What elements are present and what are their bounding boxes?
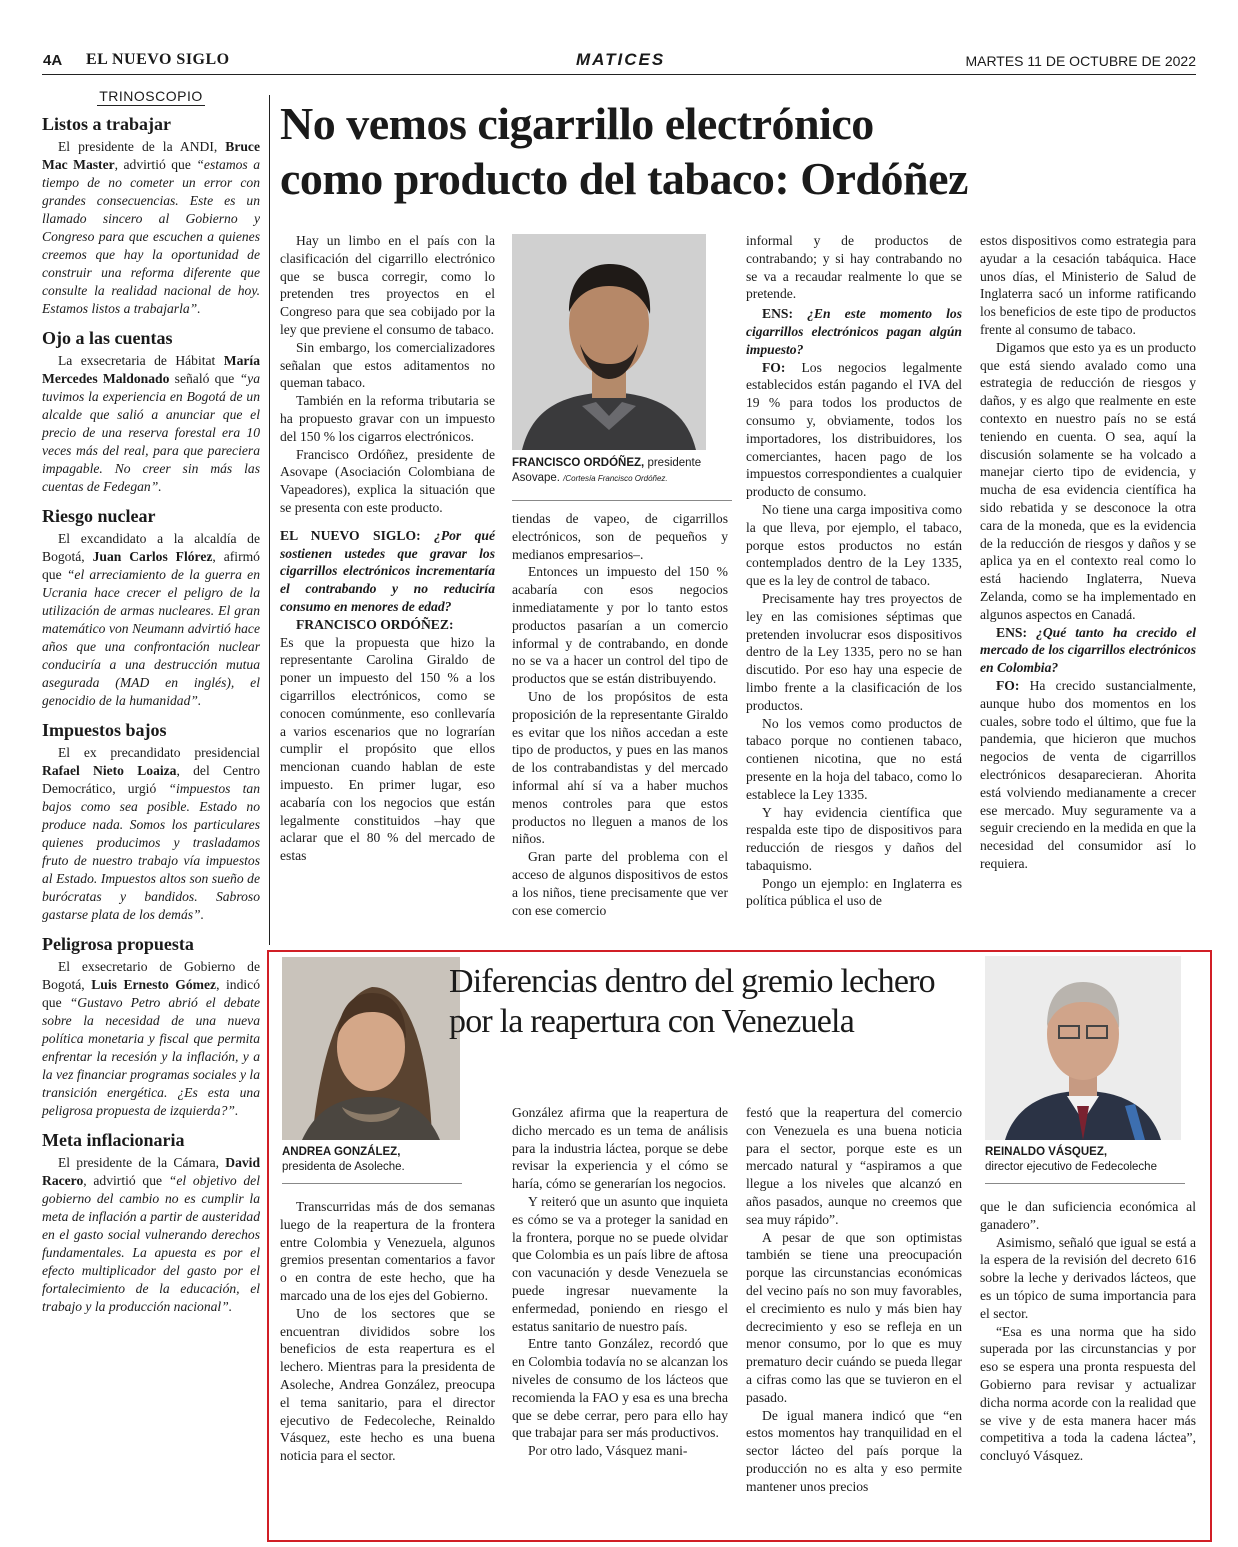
box-column-4: que le dan suficiencia económica al ganadero”. Asimismo, señaló que igual se está a la espera de la revisión del decreto 616 sobre la leche y derivados lácteos, que es un tópico de suma importancia para el sector. “Esa es una norma que ha sido superada por las circunstancias y por eso se espera una pronta respuesta del Gobierno para revisar y actualizar dicha norma acorde con la realidad que se vive y de esta manera hacer más competitiva a toda la cadena láctea”, concluyó Vásquez. <box>980 1199 1196 1464</box>
caption-vasquez: REINALDO VÁSQUEZ, director ejecutivo de Fedecoleche <box>985 1146 1157 1173</box>
sidebar-item-title: Meta inflacionaria <box>42 1130 185 1150</box>
ordonez-photo <box>512 234 706 450</box>
header-rule <box>42 74 1196 75</box>
main-column-1: Hay un limbo en el país con la clasificación del cigarrillo electrónico que se busca corregir, como lo pretenden tres proyectos en el Congreso para que sea cobijado por la ley que previene el consumo de tabaco. Sin embargo, los comercializadores señalan que estos aditamentos no queman tabaco. También en la reforma tributaria se ha propuesto gravar con un impuesto del 150 % los cigarros electrónicos. Francisco Ordóñez, presidente de Asovape (Asociación Colombiana de Vapeadores), explica la situación que se presenta con este producto. EL NUEVO SIGLO: ¿Por qué sostienen ustedes que gravar los cigarrillos electrónicos incrementaría el contrabando y no reduciría consumo en menores de edad? FRANCISCO ORDÓÑEZ: Es que la propuesta que hizo la representante Carolina Giraldo de poner un impuesto del 150 % a los cigarrillos electrónicos, como se conocen comúnmente, eso conllevaría a varios escenarios que no lograrían cumplir el propósito que ellos mencionan cuando hablan de este impuesto. En primer lugar, eso acabaría con los negocios que están legalmente constituidos –hay que aclarar que el 80 % del mercado de estas <box>280 233 495 864</box>
sidebar-item-body: El excandidato a la alcaldía de Bogotá, Juan Carlos Flórez, afirmó que “el arreciamiento de la guerra en Ucrania hace crecer el peligro de la utilización de armas nucleares. El gran matemático von Neumann advirtió hace años que una confrontación nuclear conduciría a una destrucción mutua asegurada (MAD en inglés), el genocidio de la humanidad”. <box>42 531 260 708</box>
caption-rule <box>282 1183 462 1184</box>
sidebar-item-body: La exsecretaria de Hábitat María Mercedes Maldonado señaló que “ya tuvimos la experiencia en Bogotá de un alcalde que salió a anunciar que el precio de una reserva forestal era 10 veces más del real, para que pareciera impagable. No creer sin más las cuentas de Fedegan”. <box>42 353 260 494</box>
gonzalez-photo <box>282 957 460 1140</box>
newspaper-name: EL NUEVO SIGLO <box>86 51 230 68</box>
main-headline: No vemos cigarrillo electrónico como producto del tabaco: Ordóñez <box>280 98 968 204</box>
vasquez-photo <box>985 956 1181 1140</box>
photo-caption: FRANCISCO ORDÓÑEZ, presidente Asovape. /Cortesía Francisco Ordóñez. <box>512 457 702 484</box>
trinoscopio-sidebar <box>42 88 260 1528</box>
main-column-2: tiendas de vapeo, de cigarrillos electrónicos, son de pequeños y medianos empresarios–. Entonces un impuesto del 150 % acabaría con esos negocios inmediatamente y por lo tanto estos productos pasarían a un comercio informal y de contrabando, en donde no se va a hacer un control del tipo de productos que se están distribuyendo. Uno de los propósitos de esta proposición de la representante Giraldo es evitar que los niños accedan a este tipo de productos, y pues en las manos de los contrabandistas y del mercado informal ahí sí va a haber muchos menos controles para que estos productos no lleguen a manos de los niños. Gran parte del problema con el acceso de algunos dispositivos de estos a los niños, tiene precisamente que ver con ese comercio <box>512 511 728 918</box>
sidebar-item-body: El presidente de la ANDI, Bruce Mac Master, advirtió que “estamos a tiempo de no cometer un error con grandes consecuencias. Este es un llamado sincero al Gobierno y Congreso para que escuchen a quienes creemos que hay la oportunidad de construir una reforma diferente que consulte la realidad nacional de hoy. Estamos listos a trabajarla”. <box>42 139 260 316</box>
section-name: MATICES <box>576 50 666 69</box>
sidebar-divider <box>269 95 270 945</box>
sidebar-item-body: El presidente de la Cámara, David Racero, advirtió que “el objetivo del gobierno del cambio no es cumplir la meta de inflación a partir de austeridad en el gasto social vulnerando derechos fundamentales. La apuesta es por el efecto multiplicador del gasto por el fortalecimiento de la educación, el trabajo y la producción nacional”. <box>42 1155 260 1314</box>
sidebar-item-body: El exsecretario de Gobierno de Bogotá, Luis Ernesto Gómez, indicó que “Gustavo Petro abrió el debate sobre la necesidad de una nueva política monetaria y fiscal que permita enfrentar la recesión y la inflación, y a la vez financiar programas sociales y la transición energética. ¿Es esta una peligrosa propuesta de izquierda?”. <box>42 959 260 1118</box>
issue-date: MARTES 11 DE OCTUBRE DE 2022 <box>965 53 1196 69</box>
sidebar-item-title: Impuestos bajos <box>42 720 167 740</box>
box-column-3: festó que la reapertura del comercio con Venezuela es una buena noticia para el sector, porque este es un mercado natural y “aspiramos a que llegue a los niveles que alcanzó en años pasados, aunque no creemos que sea muy rápido”. A pesar de que son optimistas también se tiene una preocupación porque las circunstancias económicas del vecino país no son muy favorables, el crecimiento es nulo y más bien hay decrecimiento y eso se refleja en un menor consumo, por lo que es muy prematuro decir cuándo se pueda llegar a cifras como las que se tuvieron en el pasado. De igual manera indicó que “en estos momentos hay tranquilidad en el sector lácteo del país porque la producción no es alta y eso permite mantener unos precios <box>746 1105 962 1494</box>
interview-question: EL NUEVO SIGLO: ¿Por qué sostienen ustedes que gravar los cigarrillos electrónicos incrementaría el contrabando y no reduciría consumo en menores de edad? <box>280 527 495 614</box>
sidebar-item-body: El ex precandidato presidencial Rafael Nieto Loaiza, del Centro Democrático, urgió “impuestos tan bajos como sea posible. Estado no produce nada. Somos los particulares quienes producimos y trasladamos fruto de nuestro trabajo vía impuestos al Estado. Impuestos altos son sueño de burócratas y bandidos. Sabroso gastarse plata de los demás”. <box>42 745 260 922</box>
box-column-1: Transcurridas más de dos semanas luego de la reapertura de la frontera entre Colombia y Venezuela, algunos gremios presentan comentarios a favor o en contra de este hecho, que ha marcado una de los ejes del Gobierno. Uno de los sectores que se encuentran divididos sobre los beneficios de esta reapertura es el lechero. Mientras para la presidenta de Asoleche, Andrea González, preocupa el tema sanitario, para el director ejecutivo de Fedecoleche, Reinaldo Vásquez, este hecho es una buena noticia para el sector. <box>280 1199 495 1464</box>
sidebar-item-title: Riesgo nuclear <box>42 506 156 526</box>
sidebar-item-title: Listos a trabajar <box>42 114 171 134</box>
main-column-4: estos dispositivos como estrategia para ayudar a la cesación tabáquica. Hace unos días, el Ministerio de Salud de Inglaterra sacó un informe ratificando los beneficios de este tipo de productos frente al consumo de tabaco. Digamos que esto ya es un producto que está siendo avalado como una estrategia de reducción de riesgos y daños, y es algo que realmente en este contexto en nuestro país no se está teniendo en cuenta. O sea, aquí la discusión solamente se ha volcado a manejar cierto tipo de evidencia, y mucha de esa evidencia científica ha sido rebatida y se desconoce la otra cara de la moneda, que es la evidencia de la reducción de riesgos y daños y se aplica ya en el contexto real como lo está haciendo Inglaterra, Nueva Zelanda, como se ha implementado en algunos aspectos en Canadá. ENS: ¿Qué tanto ha crecido el mercado de los cigarrillos electrónicos en Colombia? FO: Ha crecido sustancialmente, aunque hubo dos momentos en los cuales, sobre todo el último, que fue la pandemia, que hicieron que muchos negocios de venta de cigarrillos electrónicos desaparecieran. Ahorita está volviendo medianamente a crecer ese mercado. Muy seguramente va a seguir creciendo en la medida en que la necesidad del consumidor así lo requiera. <box>980 233 1196 871</box>
main-column-3: informal y de productos de contrabando; y si hay contrabando no se va a recaudar realmente lo que se pretende. ENS: ¿En este momento los cigarrillos electrónicos pagan algún impuesto? FO: Los negocios legalmente establecidos están pagando el IVA del 19 % para todos los productos de consumo y, obviamente, todos los importadores, los distribuidores, los comerciantes, hacen pago de los impuestos correspondientes a cualquier producto de consumo. No tiene una carga impositiva como la que lleva, por ejemplo, el tabaco, porque estos productos no están contemplados dentro de la Ley 1335, que es la ley de control de tabaco. Precisamente hay tres proyectos de ley en las comisiones séptimas que pretenden involucrar esos dispositivos dentro de la Ley 1335, pero no se han discutido. Por eso hay una especie de limbo frente a la clasificación de los productos. No los vemos como productos de tabaco porque no contienen tabaco, contienen nicotina, que no está presente en la hoja del tabaco, como lo establece la Ley 1335. Y hay evidencia científica que respalda este tipo de dispositivos para reducción de riesgos y daños del tabaquismo. Pongo un ejemplo: en Inglaterra es política pública el uso de <box>746 233 962 909</box>
page-number: 4A <box>43 52 63 69</box>
sidebar-item-title: Peligrosa propuesta <box>42 934 194 954</box>
caption-gonzalez: ANDREA GONZÁLEZ, presidenta de Asoleche. <box>282 1146 405 1173</box>
caption-rule <box>985 1183 1185 1184</box>
sidebar-label: TRINOSCOPIO <box>99 88 203 104</box>
caption-rule <box>512 500 732 501</box>
lechero-headline: Diferencias dentro del gremio lechero por la reapertura con Venezuela <box>449 963 935 1040</box>
box-column-2: González afirma que la reapertura de dicho mercado es un tema de análisis para la industria láctea, porque se debe revisar la experiencia y el cómo se haría, cómo se generarían los negocios. Y reiteró que un asunto que inquieta es cómo se va a proteger la sanidad en la frontera, porque no se puede olvidar que Colombia es un país libre de aftosa con vacunación y desde Venezuela se puede ingresar nuevamente la enfermedad, poniendo en riesgo el estatus sanitario de nuestro país. Entre tanto González, recordó que en Colombia todavía no se alcanzan los niveles de consumo de los lácteos que recomienda la FAO y esa es una brecha que se debe cerrar, pero para ello hay que trabajar para ser más productivos. Por otro lado, Vásquez mani- <box>512 1105 728 1459</box>
sidebar-item-title: Ojo a las cuentas <box>42 328 173 348</box>
